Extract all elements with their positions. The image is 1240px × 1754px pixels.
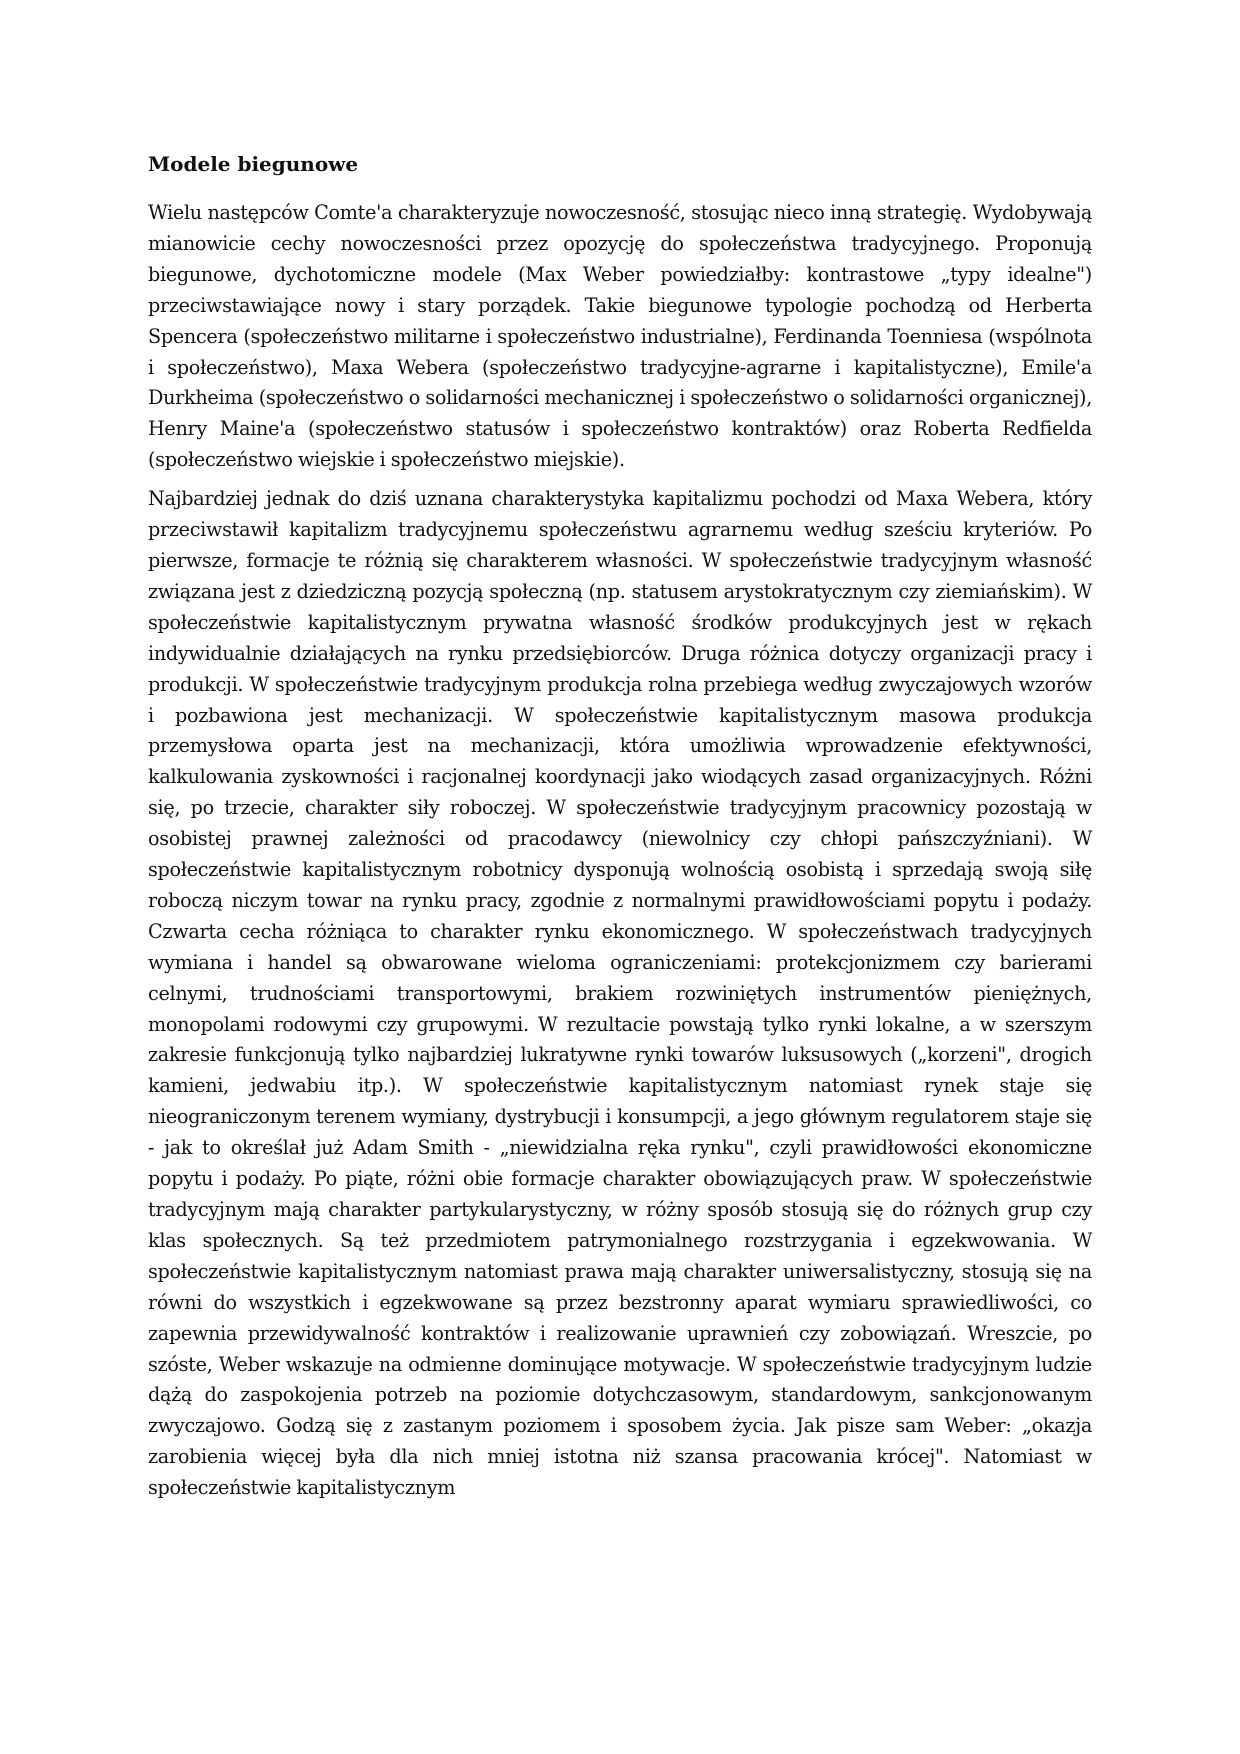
paragraph-polar-models: Wielu następców Comte'a charakteryzuje nowoczesność, stosując nieco inną strategię. Wydobywają mianowicie cechy nowoczesności przez opozycję do społeczeństwa tradycyjnego. Proponują biegunowe, dychotomiczne modele (Max Weber powiedziałby: kontrastowe „typy idealne") przeciwstawiające nowy i stary porządek. Takie biegunowe typologie pochodzą od Herberta Spencera (społeczeństwo militarne i społeczeństwo industrialne), Ferdinanda Toenniesa (wspólnota i społeczeństwo), Maxa Webera (społeczeństwo tradycyjne-agrarne i kapitalistyczne), Emile'a Durkheima (społeczeństwo o solidarności mechanicznej i społeczeństwo o solidarności organicznej), Henry Maine'a (społeczeństwo statusów i społeczeństwo kontraktów) oraz Roberta Redfielda (społeczeństwo wiejskie i społeczeństwo miejskie). [148, 201, 1092, 472]
section-heading: Modele biegunowe [148, 152, 359, 176]
paragraph-weber-criteria: Najbardziej jednak do dziś uznana charakterystyka kapitalizmu pochodzi od Maxa Webera, który przeciwstawił kapitalizm tradycyjnemu społeczeństwu agrarnemu według sześciu kryteriów. Po pierwsze, formacje te różnią się charakterem własności. W społeczeństwie tradycyjnym własność związana jest z dziedziczną pozycją społeczną (np. statusem arystokratycznym czy ziemiańskim). W społeczeństwie kapitalistycznym prywatna własność środków produkcyjnych jest w rękach indywidualnie działających na rynku przedsiębiorców. Druga różnica dotyczy organizacji pracy i produkcji. W społeczeństwie tradycyjnym produkcja rolna przebiega według zwyczajowych wzorów i pozbawiona jest mechanizacji. W społeczeństwie kapitalistycznym masowa produkcja przemysłowa oparta jest na mechanizacji, która umożliwia wprowadzenie efektywności, kalkulowania zyskowności i racjonalnej koordynacji jako wiodących zasad organizacyjnych. Różni się, po trzecie, charakter siły roboczej. W społeczeństwie tradycyjnym pracownicy pozostają w osobistej prawnej zależności od pracodawcy (niewolnicy czy chłopi pańszczyźniani). W społeczeństwie kapitalistycznym robotnicy dysponują wolnością osobistą i sprzedają swoją siłę roboczą niczym towar na rynku pracy, zgodnie z normalnymi prawidłowościami popytu i podaży. Czwarta cecha różniąca to charakter rynku ekonomicznego. W społeczeństwach tradycyjnych wymiana i handel są obwarowane wieloma ograniczeniami: protekcjonizmem czy barierami celnymi, trudnościami transportowymi, brakiem rozwiniętych instrumentów pieniężnych, monopolami rodowymi czy grupowymi. W rezultacie powstają tylko rynki lokalne, a w szerszym zakresie funkcjonują tylko najbardziej lukratywne rynki towarów luksusowych („korzeni", drogich kamieni, jedwabiu itp.). W społeczeństwie kapitalistycznym natomiast rynek staje się nieograniczonym terenem wymiany, dystrybucji i konsumpcji, a jego głównym regulatorem staje się - jak to określał już Adam Smith - „niewidzialna ręka rynku", czyli prawidłowości ekonomiczne popytu i podaży. Po piąte, różni obie formacje charakter obowiązujących praw. W społeczeństwie tradycyjnym mają charakter partykularystyczny, w różny sposób stosują się do różnych grup czy klas społecznych. Są też przedmiotem patrymonialnego rozstrzygania i egzekwowania. W społeczeństwie kapitalistycznym natomiast prawa mają charakter uniwersalistyczny, stosują się na równi do wszystkich i egzekwowane są przez bezstronny aparat wymiaru sprawiedliwości, co zapewnia przewidywalność kontraktów i realizowanie uprawnień czy zobowiązań. Wreszcie, po szóste, Weber wskazuje na odmienne dominujące motywacje. W społeczeństwie tradycyjnym ludzie dążą do zaspokojenia potrzeb na poziomie dotychczasowym, standardowym, sankcjonowanym zwyczajowo. Godzą się z zastanym poziomem i sposobem życia. Jak pisze sam Weber: „okazja zarobienia więcej była dla nich mniej istotna niż szansa pracowania krócej". Natomiast w społeczeństwie kapitalistycznym [148, 487, 1092, 1500]
document-page [148, 140, 1092, 1512]
